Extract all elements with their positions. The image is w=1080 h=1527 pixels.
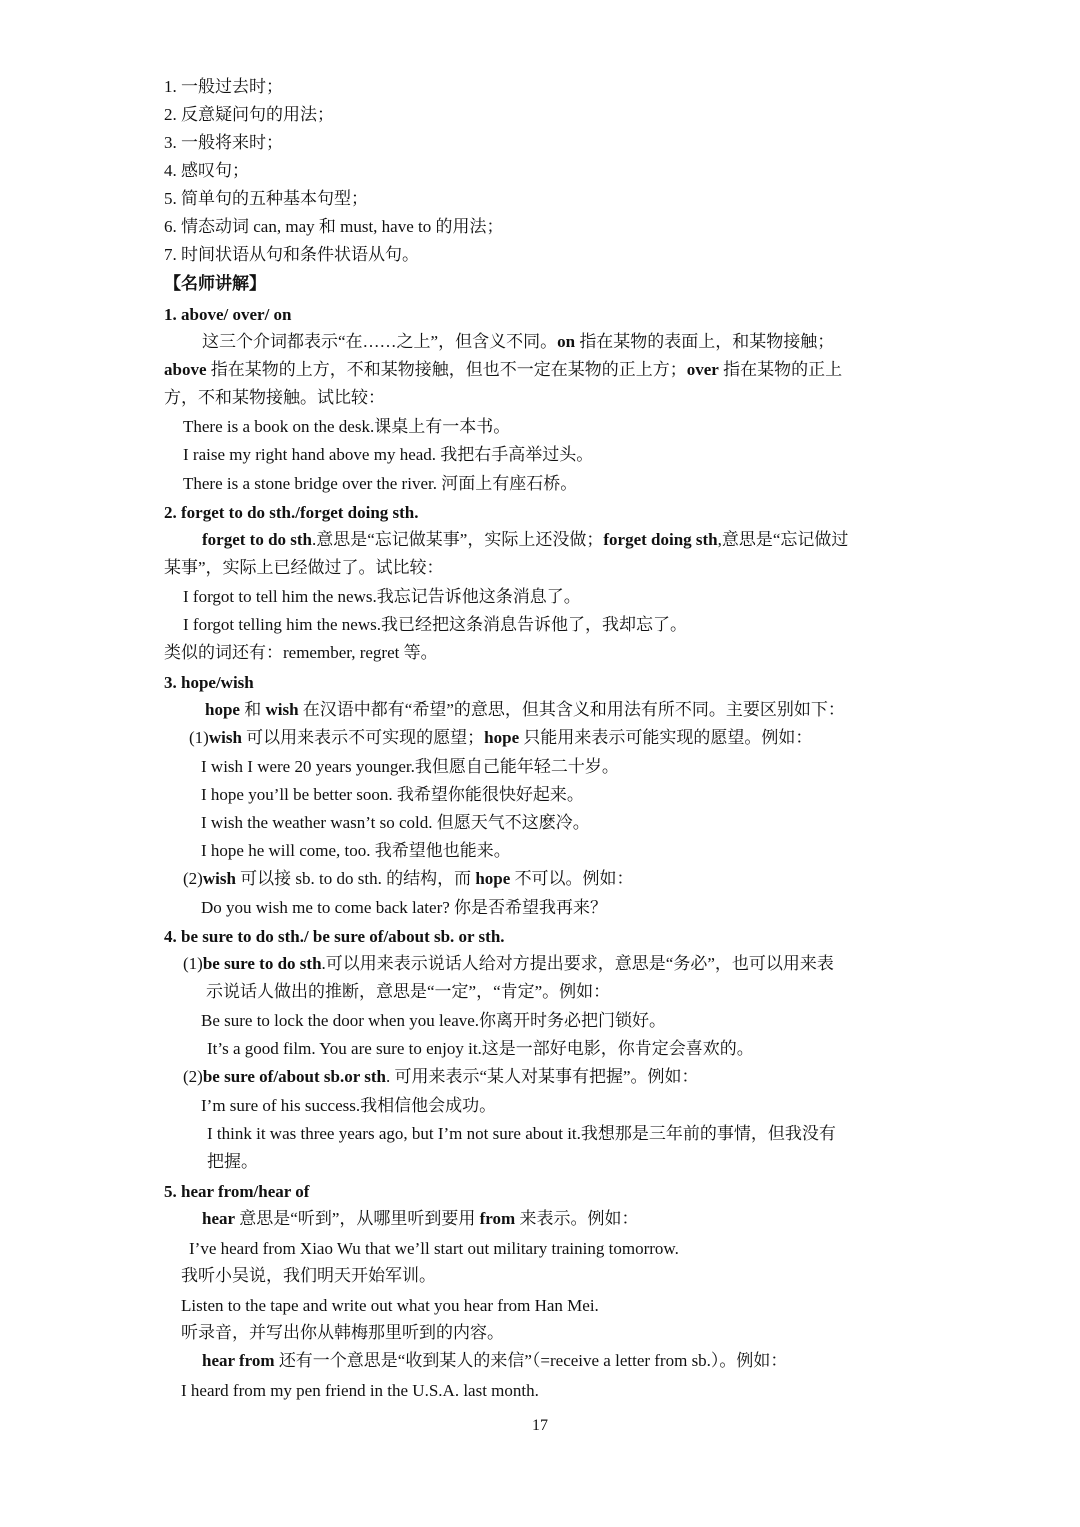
paragraph-line: 示说话人做出的推断，意思是“一定”，“肯定”。例如： xyxy=(206,982,611,1001)
text: 和 xyxy=(239,700,266,719)
text: 指在某物的正上 xyxy=(718,360,843,379)
keyword: forget to do sth xyxy=(202,530,313,549)
example-sentence: I’m sure of his success.我相信他会成功。 xyxy=(201,1096,497,1115)
text: .可以用来表示说话人给对方提出要求，意思是“务必”，也可以用来表 xyxy=(321,954,834,973)
keyword: wish xyxy=(208,728,242,747)
sub-item xyxy=(183,1066,699,1088)
paragraph-line: 某事”，实际上已经做过了。试比较： xyxy=(164,558,444,577)
section-heading: 5. hear from/hear of xyxy=(164,1182,310,1201)
sub-item-number: (2) xyxy=(183,1067,203,1086)
keyword: on xyxy=(557,332,576,351)
text: 只能用来表示可能实现的愿望。例如： xyxy=(519,728,813,747)
example-sentence: It’s a good film. You are sure to enjoy it.这是一部好电影，你肯定会喜欢的。 xyxy=(207,1039,754,1058)
example-sentence: 把握。 xyxy=(207,1152,258,1171)
text: 意思是“听到”，从哪里听到要用 xyxy=(235,1209,480,1228)
keyword: over xyxy=(686,360,719,379)
text: 指在某物的上方，不和某物接触，但也不一定在某物的正上方； xyxy=(206,360,687,379)
keyword: above xyxy=(164,360,207,379)
sub-item xyxy=(189,727,812,749)
section-heading: 4. be sure to do sth./ be sure of/about sb. or sth. xyxy=(164,927,505,946)
text: 不可以。例如： xyxy=(510,869,634,888)
note-line: 类似的词还有：remember, regret 等。 xyxy=(164,643,438,662)
sub-item-number: (1) xyxy=(183,954,203,973)
sub-item-number: (2) xyxy=(183,869,203,888)
sub-item xyxy=(183,953,834,975)
list-item: 2. 反意疑问句的用法； xyxy=(164,105,334,124)
text: 这三个介词都表示“在……之上”，但含义不同。 xyxy=(202,332,558,351)
keyword: hope xyxy=(205,700,240,719)
keyword: hear from xyxy=(202,1351,275,1370)
list-item: 1. 一般过去时； xyxy=(164,77,283,96)
section-heading: 2. forget to do sth./forget doing sth. xyxy=(164,503,419,522)
example-sentence: There is a book on the desk.课桌上有一本书。 xyxy=(183,417,511,436)
keyword: be sure to do sth xyxy=(202,954,322,973)
example-sentence: There is a stone bridge over the river. 河面上有座石桥。 xyxy=(183,474,578,493)
list-item: 5. 简单句的五种基本句型； xyxy=(164,189,368,208)
sub-item-number: (1) xyxy=(189,728,209,747)
example-sentence: I hope you’ll be better soon. 我希望你能很快好起来。 xyxy=(201,785,584,804)
keyword: forget doing sth xyxy=(603,530,718,549)
example-sentence: Be sure to lock the door when you leave.你离开时务必把门锁好。 xyxy=(201,1011,667,1030)
section-heading: 3. hope/wish xyxy=(164,673,254,692)
example-sentence: I wish the weather wasn’t so cold. 但愿天气不这麽冷。 xyxy=(201,813,590,832)
page-number: 17 xyxy=(532,1417,548,1434)
example-sentence: I hope he will come, too. 我希望他也能来。 xyxy=(201,841,511,860)
example-sentence: I heard from my pen friend in the U.S.A. last month. xyxy=(181,1381,539,1400)
text: 来表示。例如： xyxy=(515,1209,639,1228)
keyword: hope xyxy=(484,728,520,747)
list-item: 4. 感叹句； xyxy=(164,161,249,180)
paragraph-line xyxy=(202,1208,638,1230)
example-sentence: I think it was three years ago, but I’m not sure about it.我想那是三年前的事情，但我没有 xyxy=(207,1124,836,1143)
paragraph-line xyxy=(164,359,842,381)
paragraph-line xyxy=(205,699,845,721)
list-item: 7. 时间状语从句和条件状语从句。 xyxy=(164,245,419,264)
section-heading: 1. above/ over/ on xyxy=(164,305,292,324)
example-sentence: Listen to the tape and write out what you hear from Han Mei. xyxy=(181,1296,599,1315)
example-sentence: I forgot to tell him the news.我忘记告诉他这条消息了。 xyxy=(183,587,581,606)
list-item: 6. 情态动词 can, may 和 must, have to 的用法； xyxy=(164,217,504,236)
keyword: hope xyxy=(475,869,511,888)
text: 在汉语中都有“希望”的意思，但其含义和用法有所不同。主要区别如下： xyxy=(298,700,845,719)
text: . 可用来表示“某人对某事有把握”。例如： xyxy=(385,1067,699,1086)
example-sentence: I forgot telling him the news.我已经把这条消息告诉他了，我却忘了。 xyxy=(183,615,687,634)
paragraph-line xyxy=(202,1350,787,1372)
keyword: be sure of/about sb xyxy=(202,1067,340,1086)
keyword: from xyxy=(479,1209,516,1228)
text: 可以用来表示不可实现的愿望； xyxy=(241,728,485,747)
example-sentence: I raise my right hand above my head. 我把右手高举过头。 xyxy=(183,445,594,464)
paragraph-line xyxy=(202,529,848,551)
paragraph-line: 方，不和某物接触。试比较： xyxy=(164,388,385,407)
sub-item xyxy=(183,868,634,890)
section-title: 【名师讲解】 xyxy=(164,274,266,293)
text: ,意思是“忘记做过 xyxy=(717,530,849,549)
paragraph-line xyxy=(202,331,834,353)
example-sentence: I’ve heard from Xiao Wu that we’ll start out military training tomorrow. xyxy=(189,1239,679,1258)
text: 指在某物的表面上，和某物接触； xyxy=(575,332,835,351)
text: .意思是“忘记做某事”，实际上还没做； xyxy=(312,530,604,549)
example-translation: 我听小吴说，我们明天开始军训。 xyxy=(181,1266,436,1285)
text: 可以接 sb. to do sth. 的结构，而 xyxy=(235,869,476,888)
example-translation: 听录音，并写出你从韩梅那里听到的内容。 xyxy=(181,1323,504,1342)
example-sentence: I wish I were 20 years younger.我但愿自己能年轻二十岁。 xyxy=(201,757,619,776)
keyword: .or sth xyxy=(339,1067,386,1086)
keyword: hear xyxy=(202,1209,236,1228)
text: 还有一个意思是“收到某人的来信”（=receive a letter from sb.）。例如： xyxy=(274,1351,788,1370)
example-sentence: Do you wish me to come back later? 你是否希望我再来？ xyxy=(201,898,608,917)
keyword: wish xyxy=(265,700,299,719)
list-item: 3. 一般将来时； xyxy=(164,133,283,152)
keyword: wish xyxy=(202,869,236,888)
